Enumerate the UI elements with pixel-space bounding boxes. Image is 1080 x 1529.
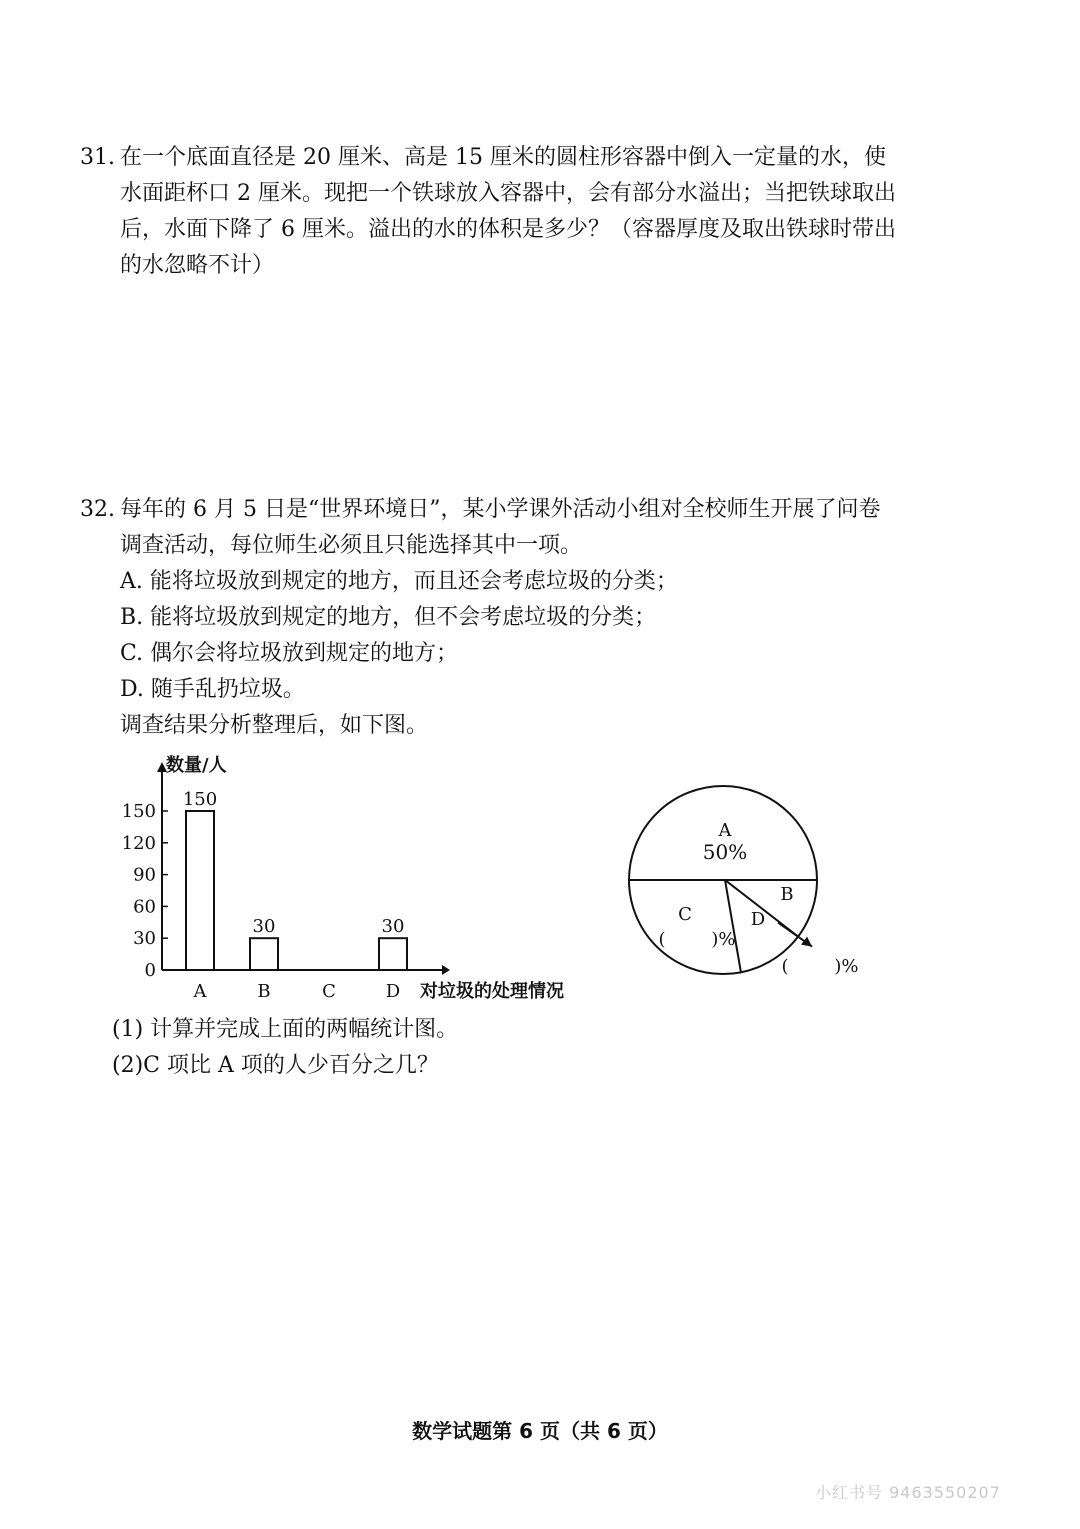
question-31 — [80, 140, 920, 284]
x-axis-arrow — [442, 965, 450, 975]
y-tick-label: 120 — [121, 832, 156, 854]
x-tick-label: D — [385, 981, 401, 1002]
bar — [379, 938, 407, 970]
option-d: D. 随手乱扔垃圾。 — [120, 677, 305, 702]
pie-label-d: D — [750, 909, 766, 930]
bar-chart — [100, 750, 600, 1005]
pie-blank-c: ( )% — [658, 929, 736, 950]
pie-value-a: 50% — [702, 840, 748, 864]
question-text-line: 每年的 6 月 5 日是“世界环境日”，某小学课外活动小组对全校师生开展了问卷 — [120, 497, 881, 522]
bar-value-label: 30 — [252, 916, 276, 938]
question-text-line: 后，水面下降了 6 厘米。溢出的水的体积是多少？（容器厚度及取出铁球时带出 — [120, 217, 896, 242]
x-tick-label: B — [257, 981, 271, 1002]
sub-question-2: (2)C 项比 A 项的人少百分之几？ — [112, 1053, 439, 1078]
chart-intro: 调查结果分析整理后，如下图。 — [120, 713, 429, 738]
y-tick-label: 90 — [133, 864, 156, 886]
pie-chart — [615, 760, 875, 985]
question-number: 32. — [80, 497, 115, 522]
bar — [250, 938, 278, 970]
y-axis-label: 数量/人 — [166, 755, 227, 776]
question-text-line: 的水忽略不计） — [120, 253, 275, 278]
watermark: 小红书号 9463550207 — [815, 1483, 1001, 1502]
option-b: B. 能将垃圾放到规定的地方，但不会考虑垃圾的分类； — [120, 605, 657, 630]
question-text-line: 调查活动，每位师生必须且只能选择其中一项。 — [120, 533, 583, 558]
bar-marks — [183, 789, 407, 970]
bar — [186, 811, 214, 970]
pie-label-a: A — [718, 820, 732, 841]
pie-outside-blank: ( )% — [781, 956, 859, 977]
x-tick-label: C — [322, 981, 336, 1002]
question-text-line: 水面距杯口 2 厘米。现把一个铁球放入容器中，会有部分水溢出；当把铁球取出 — [120, 181, 896, 206]
pie-label-b: B — [780, 884, 794, 905]
pie-label-c: C — [678, 904, 692, 925]
question-number: 31. — [80, 145, 115, 170]
y-tick-label: 150 — [121, 801, 156, 822]
page-footer: 数学试题第 6 页（共 6 页） — [412, 1419, 668, 1443]
y-tick-label: 30 — [133, 928, 156, 950]
question-text-line: 在一个底面直径是 20 厘米、高是 15 厘米的圆柱形容器中倒入一定量的水，使 — [120, 145, 886, 170]
y-tick-label: 60 — [133, 896, 156, 918]
option-a: A. 能将垃圾放到规定的地方，而且还会考虑垃圾的分类； — [120, 569, 678, 594]
y-tick-label: 0 — [144, 960, 156, 981]
bar-value-label: 30 — [381, 916, 405, 938]
option-c: C. 偶尔会将垃圾放到规定的地方； — [120, 641, 459, 666]
bar-value-label: 150 — [182, 789, 218, 810]
sub-question-1: (1) 计算并完成上面的两幅统计图。 — [112, 1017, 459, 1042]
question-32 — [80, 492, 920, 744]
x-axis-label: 对垃圾的处理情况 — [420, 981, 564, 1002]
pie-pointer-head — [801, 937, 812, 947]
x-tick-label: A — [193, 981, 207, 1002]
